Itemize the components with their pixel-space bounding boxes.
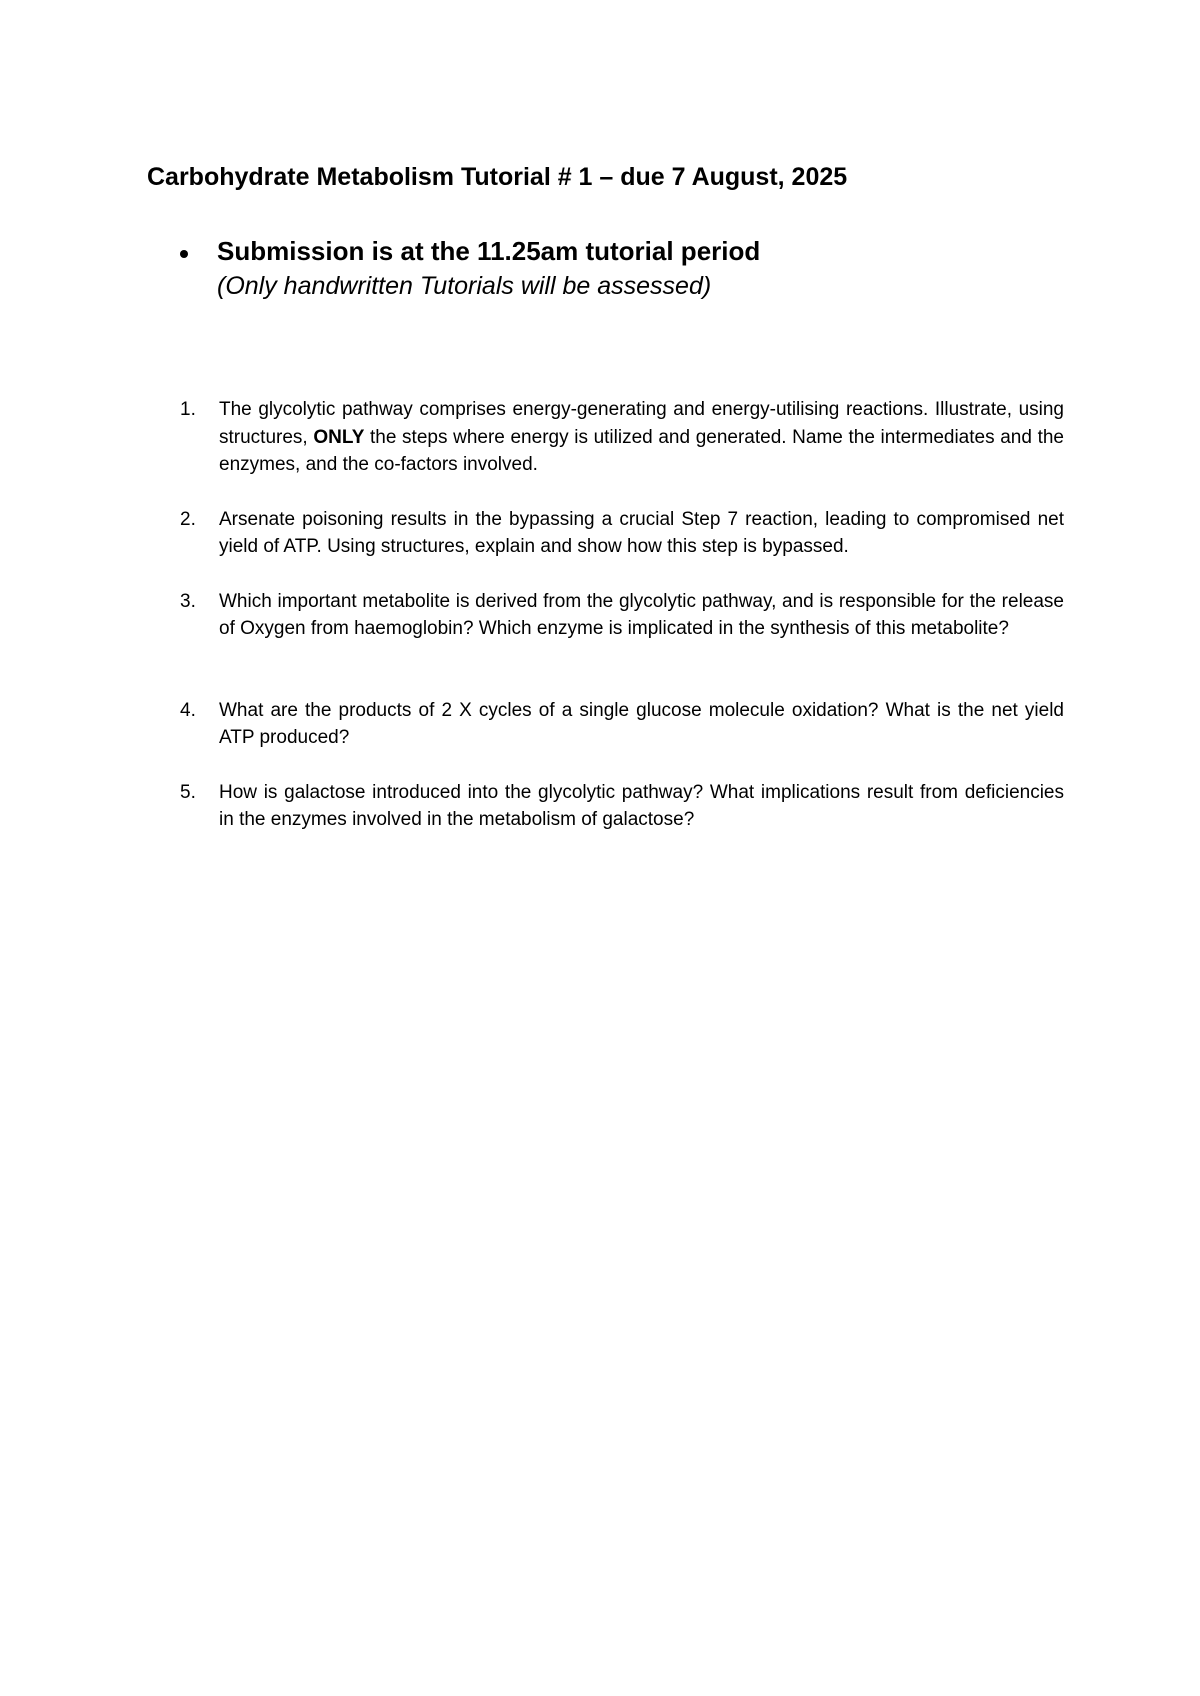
question-text: Arsenate poisoning results in the bypassing a crucial Step 7 reaction, leading to compromised net yield of ATP. Using structures, explain and show how this step is bypassed. [219,508,1064,557]
question-number: 2. [180,508,196,530]
question-number: 5. [180,781,196,803]
question-item [180,697,1064,752]
page-title: Carbohydrate Metabolism Tutorial # 1 – due 7 August, 2025 [147,163,848,191]
bullet-icon [180,250,188,258]
question-text-part: the steps where energy is utilized and generated. Name the intermediates and the enzymes, and the co-factors involved. [219,426,1064,475]
question-text [219,396,1064,479]
question-number: 1. [180,399,196,420]
question-list [180,396,1064,834]
question-number: 4. [180,699,196,721]
question-emphasis: ONLY [313,426,365,448]
question-text-part: The glycolytic pathway comprises energy-generating and energy-utilising reactions. Illustrate, using structures, [219,399,1064,448]
submission-text: Submission is at the 11.25am tutorial period [217,236,761,266]
question-item [180,506,1064,561]
question-item [180,588,1064,643]
submission-note: (Only handwritten Tutorials will be assessed) [217,272,712,300]
question-text: What are the products of 2 X cycles of a single glucose molecule oxidation? What is the net yield ATP produced? [219,699,1064,748]
question-text: How is galactose introduced into the glycolytic pathway? What implications result from deficiencies in the enzymes involved in the metabolism of galactose? [219,781,1064,830]
question-number: 3. [180,590,196,612]
question-item [180,396,1064,479]
question-item [180,779,1064,834]
question-text: Which important metabolite is derived from the glycolytic pathway, and is responsible for the release of Oxygen from haemoglobin? Which enzyme is implicated in the synthesis of this metabolite? [219,590,1064,639]
